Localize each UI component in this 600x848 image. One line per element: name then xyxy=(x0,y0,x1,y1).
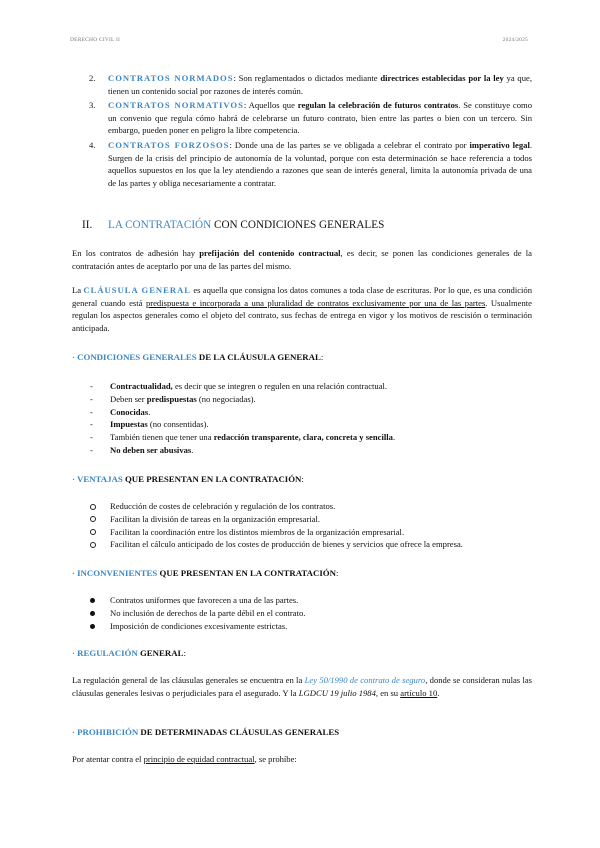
ventajas-list xyxy=(90,500,530,551)
condiciones-list xyxy=(90,380,530,457)
inconvenientes-heading: · INCONVENIENTES QUE PRESENTAN EN LA CONTRATACIÓN: xyxy=(72,568,339,578)
section-heading: II. LA CONTRATACIÓN CON CONDICIONES GENERALES xyxy=(82,219,385,231)
list-item: No inclusión de derechos de la parte débil en el contrato. xyxy=(90,607,530,620)
circle-bullet-icon xyxy=(90,529,96,535)
header-course: DERECHO CIVIL II xyxy=(70,37,121,43)
list-item: Reducción de costes de celebración y regulación de los contratos. xyxy=(90,500,530,513)
circle-bullet-icon xyxy=(90,542,96,548)
list-item: Contratos uniformes que favorecen a una de las partes. xyxy=(90,594,530,607)
list-item: 2. CONTRATOS NORMADOS: Son reglamentados o dictados mediante directrices establecidas por la ley ya que, tienen un contenido social por razones de interés común. xyxy=(89,73,532,96)
circle-bullet-icon xyxy=(90,504,96,510)
list-item: Facilitan la coordinación entre los distintos miembros de la organización empresarial. xyxy=(90,526,530,539)
bullet-icon xyxy=(90,624,95,629)
list-item: - Impuestas (no consentidas). xyxy=(90,419,209,430)
regulacion-paragraph: La regulación general de las cláusulas generales se encuentra en la Ley 50/1990 de contrato de seguro, donde se consideran nulas las cláusulas generales lesivas o perjudiciales para el asegurado. Y la LGDCU 19 julio 1984, en su artículo 10. xyxy=(72,675,532,698)
bullet-icon xyxy=(90,611,95,616)
prohibicion-heading: · PROHIBICIÓN DE DETERMINADAS CLÁUSULAS GENERALES xyxy=(72,727,340,737)
list-item: - Deben ser predispuestas (no negociadas). xyxy=(90,393,256,404)
list-item: 3. CONTRATOS NORMATIVOS: Aquellos que regulan la celebración de futuros contratos. Se constituye como un convenio que regula cómo habrá de celebrarse un futuro contrato, bien entre las partes o bien con un tercero. Sin embargo, pueden poner en peligro la libre competencia. xyxy=(89,100,532,136)
header-year: 2024/2025 xyxy=(502,37,528,43)
list-item: 4. CONTRATOS FORZOSOS: Donde una de las partes se ve obligada a celebrar el contrato por imperativo legal. Surgen de la crisis del principio de autonomía de la voluntad, porque con esta determinación se hace referencia a todos aquellos supuestos en los que la ley atendiendo a razones que sean de interés general, limita la autonomía privada de una de las partes y obliga necesariamente a contratar. xyxy=(89,139,532,188)
clausula-paragraph: La CLÁUSULA GENERAL es aquella que consigna los datos comunes a toda clase de escrituras. Por lo que, es una condición general cuando está predispuesta e incorporada a una pluralidad de contratos exclusivamente por una de las partes. Usualmente regulan los aspectos generales como el objeto del contrato, sus fechas de entrega en vigor y los motivos de rescisión o terminación anticipada. xyxy=(72,285,533,333)
prohibicion-paragraph: Por atentar contra el principio de equidad contractual, se prohíbe: xyxy=(72,754,297,764)
list-item: - Contractualidad, es decir que se integren o regulen en una relación contractual. xyxy=(90,381,388,391)
adhesion-paragraph: En los contratos de adhesión hay prefijación del contenido contractual, es decir, se ponen las condiciones generales de la contratación antes de aceptarlo por una de las partes del mismo. xyxy=(72,248,532,271)
list-item: Imposición de condiciones excesivamente estrictas. xyxy=(90,620,530,633)
list-item: - Conocidas. xyxy=(90,406,151,417)
inconvenientes-list xyxy=(90,594,530,632)
list-item: - No deben ser abusivas. xyxy=(90,444,194,455)
regulacion-heading: · REGULACIÓN GENERAL: xyxy=(72,648,186,658)
contract-types-list xyxy=(72,72,532,191)
list-item: - También tienen que tener una redacción transparente, clara, concreta y sencilla. xyxy=(90,432,396,443)
condiciones-heading: · CONDICIONES GENERALES DE LA CLÁUSULA GENERAL: xyxy=(72,352,324,362)
ventajas-heading: · VENTAJAS QUE PRESENTAN EN LA CONTRATACIÓN: xyxy=(72,474,304,484)
list-item: Facilitan la división de tareas en la organización empresarial. xyxy=(90,513,530,526)
list-item: Facilitan el cálculo anticipado de los costes de producción de bienes y servicios que ofrece la empresa. xyxy=(90,538,530,551)
circle-bullet-icon xyxy=(90,516,96,522)
bullet-icon xyxy=(90,598,95,603)
